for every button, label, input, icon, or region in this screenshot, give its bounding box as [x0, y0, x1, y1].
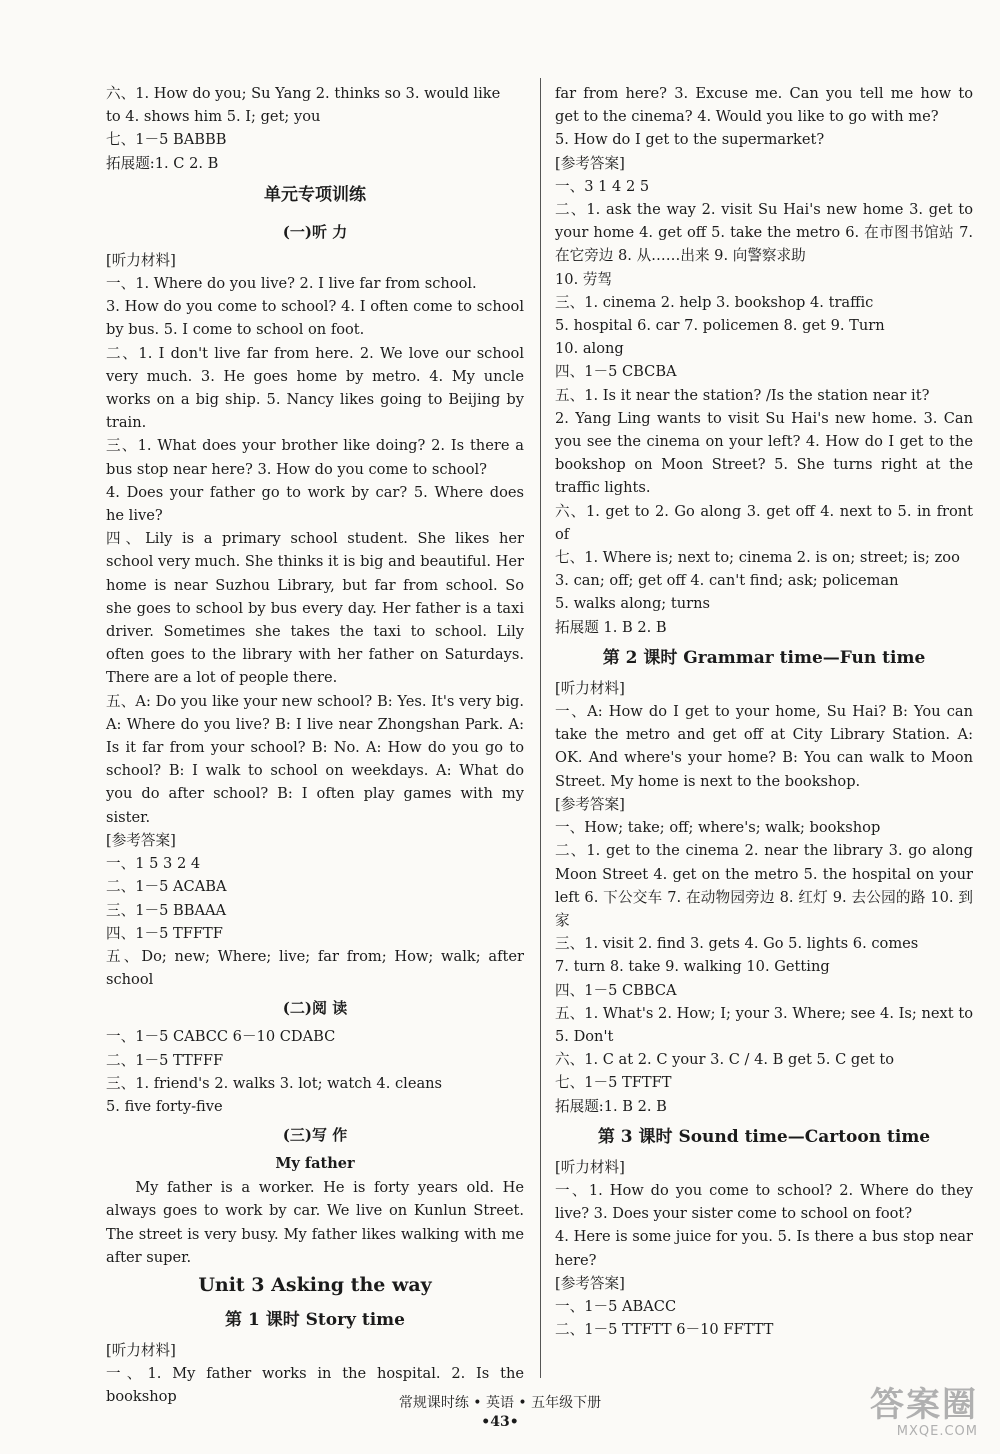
text-line: 一、How; take; off; where's; walk; bookshop: [555, 819, 881, 837]
text-line: 六、1. C at 2. C your 3. C / 4. B get 5. C get to: [555, 1051, 895, 1069]
text-line: 六、1. How do you; Su Yang 2. thinks so 3. would like: [106, 85, 501, 102]
text-line: 二、1－5 ACABA: [106, 878, 227, 896]
text-line: [参考答案]: [555, 154, 625, 172]
text-line: 四、1－5 TFFTF: [106, 924, 223, 942]
text-line: 七、1. Where is; next to; cinema 2. is on; street; is; zoo: [555, 549, 960, 567]
section-heading: (二)阅 读: [282, 999, 348, 1018]
text-line: 一、1. My father works in the hospital. 2. Is the bookshop: [106, 1365, 524, 1406]
text-line: 7. turn 8. take 9. walking 10. Getting: [555, 958, 830, 976]
text-line: 一、1－5 CABCC 6－10 CDABC: [106, 1028, 336, 1046]
text-line: 三、1. friend's 2. walks 3. lot; watch 4. cleans: [106, 1074, 443, 1092]
text-line: 4. Does your father go to work by car? 5. Where does he live?: [106, 483, 524, 525]
text-line: [参考答案]: [555, 795, 625, 813]
text-line: 3. How do you come to school? 4. I often come to school by bus. 5. I come to school on foot.: [106, 298, 524, 339]
book-footer: 常规课时练 • 英语 • 五年级下册: [398, 1395, 602, 1411]
section-heading: (三)写 作: [282, 1126, 348, 1145]
text-line: [参考答案]: [555, 1274, 625, 1292]
text-line: 三、1. cinema 2. help 3. bookshop 4. traffic: [555, 293, 874, 311]
text-line: [听力材料]: [106, 1341, 176, 1359]
watermark-text: 答案圈: [870, 1385, 978, 1425]
text-line: 3. can; off; get off 4. can't find; ask; policeman: [555, 572, 899, 590]
text-line: 二、1. I don't live far from here. 2. We love our school very much. 3. He goes home by metro. 4. My uncle works on a big ship. 5. Nancy likes going to Beijing by train.: [106, 344, 524, 432]
text-line: 5. five forty-five: [106, 1097, 223, 1115]
text-line: 二、1－5 TTFFF: [106, 1051, 224, 1069]
text-line: 三、1. visit 2. find 3. gets 4. Go 5. lights 6. comes: [555, 935, 919, 953]
section-heading: 第 1 课时 Story time: [225, 1309, 405, 1330]
text-line: 5. walks along; turns: [555, 595, 710, 613]
section-heading: 第 2 课时 Grammar time—Fun time: [602, 647, 926, 668]
text-line: 三、1－5 BBAAA: [106, 901, 227, 919]
text-line: 5. How do I get to the supermarket?: [555, 131, 825, 149]
section-heading: 单元专项训练: [264, 184, 366, 205]
section-heading: 第 3 课时 Sound time—Cartoon time: [597, 1126, 931, 1147]
text-line: 五、Do; new; Where; live; far from; How; walk; after school: [106, 947, 524, 989]
page-number: •43•: [481, 1414, 519, 1430]
text-line: [参考答案]: [106, 831, 176, 849]
text-line: 10. along: [555, 340, 624, 358]
text-line: 五、1. Is it near the station? /Is the station near it?: [555, 386, 930, 404]
text-line: 四、Lily is a primary school student. She likes her school very much. She thinks it is big and beautiful. Her home is near Suzhou Library, but far from school. So she goes to school by bus every day. Her father is a taxi driver. Sometimes she takes the taxi to school. Lily often goes to the library with her father on Saturdays. There are a lot of people there.: [106, 530, 524, 687]
text-line: 二、1－5 TTFTT 6－10 FFTTT: [555, 1321, 774, 1339]
text-line: far from here? 3. Excuse me. Can you tell me how to get to the cinema? 4. Would you like to go with me?: [555, 85, 973, 126]
text-line: 二、1. get to the cinema 2. near the library 3. go along Moon Street 4. get on the metro 5. the hospital on your left 6. 下公交车 7. 在动物园旁边 8. 红灯 9. 去公园的路 10. 到家: [555, 842, 973, 929]
text-line: 七、1－5 BABBB: [106, 131, 227, 149]
text-line: [听力材料]: [106, 251, 176, 269]
section-heading: (一)听 力: [282, 222, 348, 241]
text-line: 拓展题 1. B 2. B: [555, 618, 667, 636]
text-line: 四、1－5 CBBCA: [555, 981, 677, 999]
text-line: 拓展题:1. B 2. B: [555, 1097, 667, 1115]
text-line: 七、1－5 TFTFT: [555, 1074, 672, 1092]
text-line: 四、1－5 CBCBA: [555, 363, 677, 381]
text-line: My father is a worker. He is forty years old. He always goes to work by car. We live on Kunlun Street. The street is very busy. My father likes walking with me after super.: [106, 1179, 524, 1266]
text-line: 一、1 5 3 2 4: [106, 855, 201, 873]
text-line: 10. 劳驾: [555, 270, 613, 288]
watermark-logo: [838, 1386, 978, 1444]
section-heading: Unit 3 Asking the way: [198, 1273, 432, 1296]
text-line: 4. Here is some juice for you. 5. Is there a bus stop near here?: [555, 1228, 973, 1269]
text-line: 三、1. What does your brother like doing? 2. Is there a bus stop near here? 3. How do you come to school?: [106, 437, 524, 478]
text-line: 2. Yang Ling wants to visit Su Hai's new home. 3. Can you see the cinema on your left? 4. How do I get to the bookshop on Moon Street? 5. She turns right at the traffic lights.: [555, 409, 973, 497]
right-column: [555, 82, 973, 1341]
text-line: 二、1. ask the way 2. visit Su Hai's new home 3. get to your home 4. get off 5. take the metro 6. 在市图书馆站 7. 在它旁边 8. 从……出来 9. 向警察求助: [555, 201, 973, 265]
text-line: 一、1－5 ABACC: [555, 1297, 677, 1315]
text-line: to 4. shows him 5. I; get; you: [106, 108, 321, 126]
section-heading: My father: [275, 1155, 355, 1173]
watermark-url: MXQE.COM: [896, 1424, 978, 1439]
text-line: 一、3 1 4 2 5: [555, 177, 650, 195]
left-column: [106, 82, 524, 1409]
text-line: [听力材料]: [555, 1158, 625, 1176]
text-line: 拓展题:1. C 2. B: [106, 154, 219, 172]
text-line: 5. hospital 6. car 7. policemen 8. get 9. Turn: [555, 317, 885, 335]
text-line: 一、A: How do I get to your home, Su Hai? B: You can take the metro and get off at City Library Station. A: OK. And where's your home? B: You can walk to Moon Street. My home is next to the bookshop.: [555, 703, 973, 790]
text-line: 一、1. How do you come to school? 2. Where do they live? 3. Does your sister come to school on foot?: [555, 1181, 973, 1223]
text-line: [听力材料]: [555, 679, 625, 697]
text-line: 一、1. Where do you live? 2. I live far from school.: [106, 275, 477, 293]
text-line: 五、A: Do you like your new school? B: Yes. It's very big. A: Where do you live? B: I live near Zhongshan Park. A: Is it far from your school? B: No. A: How do you go to school? B: I walk to school on weekdays. A: What do you do after school? B: I often play games with my sister.: [106, 692, 524, 826]
text-line: 六、1. get to 2. Go along 3. get off 4. next to 5. in front of: [555, 502, 973, 543]
column-divider: [540, 78, 541, 1378]
text-line: 五、1. What's 2. How; I; your 3. Where; see 4. Is; next to 5. Don't: [555, 1004, 973, 1045]
